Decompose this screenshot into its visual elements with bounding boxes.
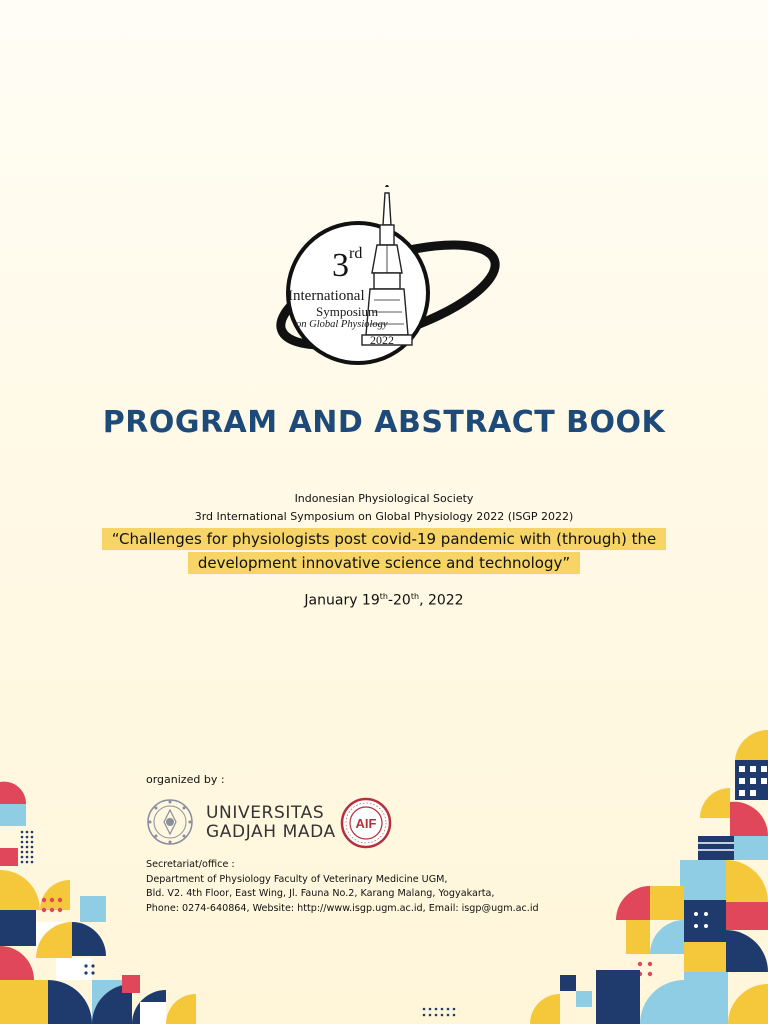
secretariat-line-1: Department of Physiology Faculty of Veterinary Medicine UGM, [146, 873, 448, 885]
page-title: PROGRAM AND ABSTRACT BOOK [102, 405, 666, 440]
decorative-shapes-right [530, 730, 768, 1024]
theme-line-2: development innovative science and technology” [188, 552, 580, 574]
decorative-dots [420, 1005, 470, 1021]
theme-block [0, 528, 768, 574]
logo-number: 3rd [332, 245, 363, 284]
event-date: January 19th-20th, 2022 [304, 592, 464, 609]
university-name: UNIVERSITAS GADJAH MADA [206, 803, 336, 842]
symposium-logo [270, 185, 510, 375]
secretariat-block [146, 858, 539, 916]
theme-line-1: “Challenges for physiologists post covid-19 pandemic with (through) the [102, 528, 666, 550]
logo-line-symposium: Symposium [316, 304, 379, 319]
logo-line-international: International [288, 288, 365, 304]
event-name: 3rd International Symposium on Global Physiology 2022 (ISGP 2022) [194, 510, 574, 523]
organized-by-label: organized by : [146, 773, 225, 786]
secretariat-line-3: Phone: 0274-640864, Website: http://www.isgp.ugm.ac.id, Email: isgp@ugm.ac.id [146, 902, 539, 914]
aif-seal-text: AIF [355, 816, 377, 831]
secretariat-heading: Secretariat/office : [146, 859, 235, 870]
aif-seal [340, 797, 392, 849]
society-name: Indonesian Physiological Society [294, 492, 474, 505]
logo-line-global-physiology: on Global Physiology [296, 319, 388, 330]
secretariat-line-2: Bld. V2. 4th Floor, East Wing, Jl. Fauna No.2, Karang Malang, Yogyakarta, [146, 888, 495, 900]
logo-year: 2022 [370, 333, 394, 347]
aif-seal-icon [340, 797, 392, 849]
decorative-shapes-left [0, 770, 200, 1024]
